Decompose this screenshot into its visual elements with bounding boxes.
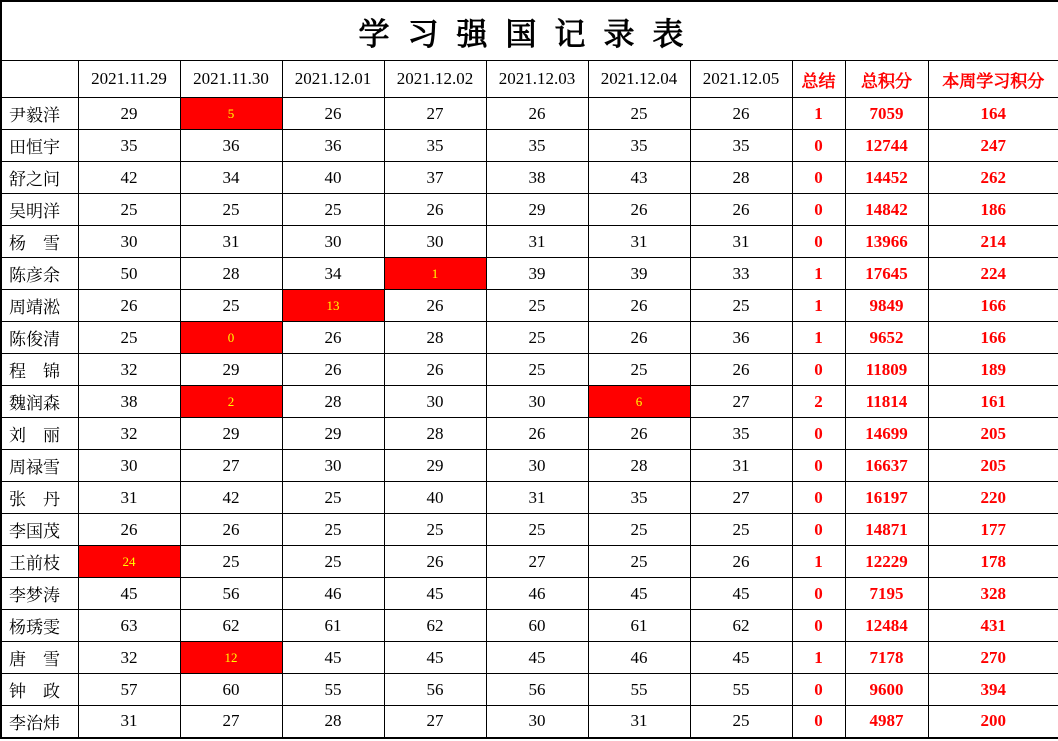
score-cell[interactable]: 45 [588,578,690,610]
table-row [1,386,1058,418]
score-cell[interactable]: 35 [690,418,792,450]
score-cell[interactable]: 26 [690,98,792,130]
score-cell[interactable]: 30 [282,226,384,258]
score-cell[interactable]: 43 [588,162,690,194]
score-cell[interactable]: 25 [588,514,690,546]
score-cell[interactable]: 31 [78,482,180,514]
score-cell[interactable]: 30 [384,226,486,258]
summary-cell[interactable]: 0 [792,450,845,482]
score-cell[interactable]: 56 [384,674,486,706]
score-cell[interactable]: 27 [384,706,486,738]
highlighted-score-cell[interactable]: 1 [384,258,486,290]
table-row [1,194,1058,226]
score-cell[interactable]: 56 [486,674,588,706]
score-cell[interactable]: 28 [588,450,690,482]
score-cell[interactable]: 31 [690,226,792,258]
score-cell[interactable]: 26 [282,98,384,130]
row-name-cell[interactable]: 程 锦 [1,354,78,386]
score-cell[interactable]: 25 [690,514,792,546]
total-points-cell[interactable]: 12744 [845,130,928,162]
table-row [1,482,1058,514]
total-points-cell[interactable]: 12229 [845,546,928,578]
total-points-cell[interactable]: 14871 [845,514,928,546]
week-points-cell[interactable]: 205 [928,450,1058,482]
score-cell[interactable]: 26 [78,290,180,322]
score-cell[interactable]: 28 [180,258,282,290]
row-name-cell[interactable]: 周禄雪 [1,450,78,482]
score-cell[interactable]: 25 [78,194,180,226]
week-points-cell[interactable]: 262 [928,162,1058,194]
row-name-cell[interactable]: 周靖淞 [1,290,78,322]
page-title: 学习强国记录表 [1,1,1058,61]
score-cell[interactable]: 25 [282,514,384,546]
week-points-cell[interactable]: 214 [928,226,1058,258]
row-name-cell[interactable]: 杨琇雯 [1,610,78,642]
score-cell[interactable]: 25 [690,290,792,322]
score-cell[interactable]: 25 [588,546,690,578]
summary-cell[interactable]: 0 [792,162,845,194]
score-cell[interactable]: 32 [78,642,180,674]
column-header-5[interactable]: 2021.12.03 [486,61,588,98]
score-cell[interactable]: 46 [282,578,384,610]
score-cell[interactable]: 25 [486,354,588,386]
score-cell[interactable]: 42 [78,162,180,194]
summary-cell[interactable]: 0 [792,418,845,450]
highlighted-score-cell[interactable]: 13 [282,290,384,322]
score-cell[interactable]: 31 [486,226,588,258]
total-points-cell[interactable]: 12484 [845,610,928,642]
score-cell[interactable]: 26 [384,290,486,322]
score-cell[interactable]: 36 [282,130,384,162]
score-cell[interactable]: 55 [690,674,792,706]
score-cell[interactable]: 28 [690,162,792,194]
score-cell[interactable]: 62 [180,610,282,642]
score-cell[interactable]: 25 [180,290,282,322]
row-name-cell[interactable]: 魏润森 [1,386,78,418]
week-points-cell[interactable]: 166 [928,322,1058,354]
score-cell[interactable]: 28 [384,322,486,354]
table-body [1,98,1058,738]
score-cell[interactable]: 29 [78,98,180,130]
score-cell[interactable]: 26 [486,418,588,450]
score-cell[interactable]: 46 [486,578,588,610]
score-cell[interactable]: 25 [486,322,588,354]
column-header-8[interactable]: 总结 [792,61,845,98]
week-points-cell[interactable]: 200 [928,706,1058,738]
total-points-cell[interactable]: 9849 [845,290,928,322]
table-row [1,674,1058,706]
week-points-cell[interactable]: 394 [928,674,1058,706]
row-name-cell[interactable]: 钟 政 [1,674,78,706]
week-points-cell[interactable]: 186 [928,194,1058,226]
score-cell[interactable]: 33 [690,258,792,290]
score-cell[interactable]: 31 [78,706,180,738]
total-points-cell[interactable]: 16197 [845,482,928,514]
summary-cell[interactable]: 1 [792,258,845,290]
highlighted-score-cell[interactable]: 24 [78,546,180,578]
score-cell[interactable]: 26 [384,194,486,226]
summary-cell[interactable]: 2 [792,386,845,418]
score-cell[interactable]: 27 [180,706,282,738]
score-cell[interactable]: 29 [282,418,384,450]
score-cell[interactable]: 39 [588,258,690,290]
total-points-cell[interactable]: 14842 [845,194,928,226]
score-cell[interactable]: 27 [180,450,282,482]
score-cell[interactable]: 38 [486,162,588,194]
score-cell[interactable]: 38 [78,386,180,418]
score-cell[interactable]: 26 [282,322,384,354]
score-cell[interactable]: 62 [690,610,792,642]
table-row [1,514,1058,546]
column-header-7[interactable]: 2021.12.05 [690,61,792,98]
score-cell[interactable]: 55 [282,674,384,706]
corner-cell[interactable] [1,61,78,98]
score-cell[interactable]: 37 [384,162,486,194]
table-row [1,706,1058,738]
score-cell[interactable]: 35 [78,130,180,162]
score-cell[interactable]: 56 [180,578,282,610]
table-row [1,546,1058,578]
score-cell[interactable]: 25 [486,290,588,322]
score-cell[interactable]: 30 [282,450,384,482]
score-cell[interactable]: 30 [486,386,588,418]
table-row [1,98,1058,130]
header-row [1,61,1058,98]
total-points-cell[interactable]: 7059 [845,98,928,130]
score-cell[interactable]: 31 [180,226,282,258]
column-header-2[interactable]: 2021.11.30 [180,61,282,98]
week-points-cell[interactable]: 328 [928,578,1058,610]
score-cell[interactable]: 26 [180,514,282,546]
table-row [1,130,1058,162]
score-cell[interactable]: 35 [486,130,588,162]
row-name-cell[interactable]: 李国茂 [1,514,78,546]
row-name-cell[interactable]: 王前枝 [1,546,78,578]
total-points-cell[interactable]: 9652 [845,322,928,354]
table-row [1,226,1058,258]
score-cell[interactable]: 45 [78,578,180,610]
score-cell[interactable]: 45 [384,642,486,674]
score-cell[interactable]: 60 [486,610,588,642]
score-cell[interactable]: 26 [690,546,792,578]
row-name-cell[interactable]: 张 丹 [1,482,78,514]
column-header-3[interactable]: 2021.12.01 [282,61,384,98]
score-cell[interactable]: 31 [588,226,690,258]
total-points-cell[interactable]: 4987 [845,706,928,738]
score-cell[interactable]: 29 [384,450,486,482]
score-cell[interactable]: 29 [180,418,282,450]
score-cell[interactable]: 26 [588,290,690,322]
week-points-cell[interactable]: 189 [928,354,1058,386]
score-cell[interactable]: 28 [282,706,384,738]
total-points-cell[interactable]: 13966 [845,226,928,258]
score-cell[interactable]: 25 [282,194,384,226]
score-cell[interactable]: 30 [486,450,588,482]
summary-cell[interactable]: 0 [792,130,845,162]
summary-cell[interactable]: 1 [792,290,845,322]
score-cell[interactable]: 45 [282,642,384,674]
score-cell[interactable]: 26 [588,322,690,354]
total-points-cell[interactable]: 11809 [845,354,928,386]
summary-cell[interactable]: 1 [792,642,845,674]
table-row [1,162,1058,194]
summary-cell[interactable]: 0 [792,610,845,642]
table-row [1,322,1058,354]
score-cell[interactable]: 46 [588,642,690,674]
total-points-cell[interactable]: 16637 [845,450,928,482]
summary-cell[interactable]: 1 [792,98,845,130]
score-cell[interactable]: 40 [384,482,486,514]
total-points-cell[interactable]: 17645 [845,258,928,290]
total-points-cell[interactable]: 7178 [845,642,928,674]
week-points-cell[interactable]: 166 [928,290,1058,322]
summary-cell[interactable]: 0 [792,226,845,258]
table-row [1,578,1058,610]
column-header-9[interactable]: 总积分 [845,61,928,98]
summary-cell[interactable]: 0 [792,674,845,706]
column-header-4[interactable]: 2021.12.02 [384,61,486,98]
row-name-cell[interactable]: 唐 雪 [1,642,78,674]
highlighted-score-cell[interactable]: 2 [180,386,282,418]
row-name-cell[interactable]: 刘 丽 [1,418,78,450]
score-cell[interactable]: 25 [180,546,282,578]
summary-cell[interactable]: 0 [792,354,845,386]
score-cell[interactable]: 35 [588,482,690,514]
score-cell[interactable]: 30 [78,226,180,258]
score-cell[interactable]: 28 [384,418,486,450]
table-row [1,354,1058,386]
summary-cell[interactable]: 0 [792,514,845,546]
score-cell[interactable]: 35 [588,130,690,162]
score-cell[interactable]: 28 [282,386,384,418]
row-name-cell[interactable]: 吴明洋 [1,194,78,226]
score-cell[interactable]: 26 [588,194,690,226]
score-cell[interactable]: 27 [690,386,792,418]
highlighted-score-cell[interactable]: 5 [180,98,282,130]
score-cell[interactable]: 45 [486,642,588,674]
title-row [1,1,1058,61]
summary-cell[interactable]: 0 [792,706,845,738]
score-cell[interactable]: 25 [78,322,180,354]
score-cell[interactable]: 61 [588,610,690,642]
score-cell[interactable]: 25 [282,482,384,514]
score-cell[interactable]: 26 [282,354,384,386]
row-name-cell[interactable]: 李治炜 [1,706,78,738]
week-points-cell[interactable]: 224 [928,258,1058,290]
total-points-cell[interactable]: 14699 [845,418,928,450]
score-cell[interactable]: 31 [690,450,792,482]
week-points-cell[interactable]: 205 [928,418,1058,450]
table-row [1,610,1058,642]
score-cell[interactable]: 26 [690,354,792,386]
table-row [1,642,1058,674]
table-row [1,450,1058,482]
total-points-cell[interactable]: 9600 [845,674,928,706]
week-points-cell[interactable]: 220 [928,482,1058,514]
row-name-cell[interactable]: 田恒宇 [1,130,78,162]
score-cell[interactable]: 26 [78,514,180,546]
score-cell[interactable]: 57 [78,674,180,706]
score-cell[interactable]: 30 [78,450,180,482]
score-cell[interactable]: 36 [690,322,792,354]
score-cell[interactable]: 26 [384,354,486,386]
score-cell[interactable]: 26 [486,98,588,130]
row-name-cell[interactable]: 尹毅洋 [1,98,78,130]
score-cell[interactable]: 27 [486,546,588,578]
total-points-cell[interactable]: 11814 [845,386,928,418]
week-points-cell[interactable]: 161 [928,386,1058,418]
score-cell[interactable]: 29 [180,354,282,386]
score-cell[interactable]: 29 [486,194,588,226]
score-cell[interactable]: 34 [180,162,282,194]
score-cell[interactable]: 45 [690,578,792,610]
score-cell[interactable]: 31 [588,706,690,738]
score-cell[interactable]: 25 [180,194,282,226]
score-cell[interactable]: 34 [282,258,384,290]
score-cell[interactable]: 35 [690,130,792,162]
score-cell[interactable]: 42 [180,482,282,514]
score-cell[interactable]: 32 [78,418,180,450]
score-cell[interactable]: 30 [486,706,588,738]
summary-cell[interactable]: 0 [792,578,845,610]
row-name-cell[interactable]: 杨 雪 [1,226,78,258]
score-cell[interactable]: 45 [690,642,792,674]
score-cell[interactable]: 60 [180,674,282,706]
week-points-cell[interactable]: 164 [928,98,1058,130]
score-cell[interactable]: 31 [486,482,588,514]
score-cell[interactable]: 45 [384,578,486,610]
table-row [1,258,1058,290]
score-cell[interactable]: 40 [282,162,384,194]
summary-cell[interactable]: 1 [792,546,845,578]
score-cell[interactable]: 32 [78,354,180,386]
row-name-cell[interactable]: 陈俊清 [1,322,78,354]
score-cell[interactable]: 27 [690,482,792,514]
column-header-1[interactable]: 2021.11.29 [78,61,180,98]
total-points-cell[interactable]: 14452 [845,162,928,194]
score-cell[interactable]: 36 [180,130,282,162]
score-cell[interactable]: 50 [78,258,180,290]
highlighted-score-cell[interactable]: 0 [180,322,282,354]
highlighted-score-cell[interactable]: 12 [180,642,282,674]
week-points-cell[interactable]: 178 [928,546,1058,578]
table-row [1,418,1058,450]
score-cell[interactable]: 39 [486,258,588,290]
score-cell[interactable]: 62 [384,610,486,642]
row-name-cell[interactable]: 舒之问 [1,162,78,194]
score-cell[interactable]: 30 [384,386,486,418]
score-cell[interactable]: 61 [282,610,384,642]
row-name-cell[interactable]: 李梦涛 [1,578,78,610]
week-points-cell[interactable]: 431 [928,610,1058,642]
column-header-6[interactable]: 2021.12.04 [588,61,690,98]
score-cell[interactable]: 26 [384,546,486,578]
score-cell[interactable]: 27 [384,98,486,130]
week-points-cell[interactable]: 177 [928,514,1058,546]
summary-cell[interactable]: 0 [792,482,845,514]
total-points-cell[interactable]: 7195 [845,578,928,610]
table-row [1,290,1058,322]
score-cell[interactable]: 26 [690,194,792,226]
score-cell[interactable]: 25 [588,354,690,386]
summary-cell[interactable]: 1 [792,322,845,354]
score-cell[interactable]: 25 [690,706,792,738]
score-cell[interactable]: 25 [384,514,486,546]
score-cell[interactable]: 25 [588,98,690,130]
score-cell[interactable]: 25 [486,514,588,546]
score-cell[interactable]: 55 [588,674,690,706]
score-cell[interactable]: 25 [282,546,384,578]
column-header-10[interactable]: 本周学习积分 [928,61,1058,98]
score-cell[interactable]: 35 [384,130,486,162]
row-name-cell[interactable]: 陈彦余 [1,258,78,290]
highlighted-score-cell[interactable]: 6 [588,386,690,418]
score-cell[interactable]: 63 [78,610,180,642]
score-cell[interactable]: 26 [588,418,690,450]
week-points-cell[interactable]: 247 [928,130,1058,162]
summary-cell[interactable]: 0 [792,194,845,226]
week-points-cell[interactable]: 270 [928,642,1058,674]
